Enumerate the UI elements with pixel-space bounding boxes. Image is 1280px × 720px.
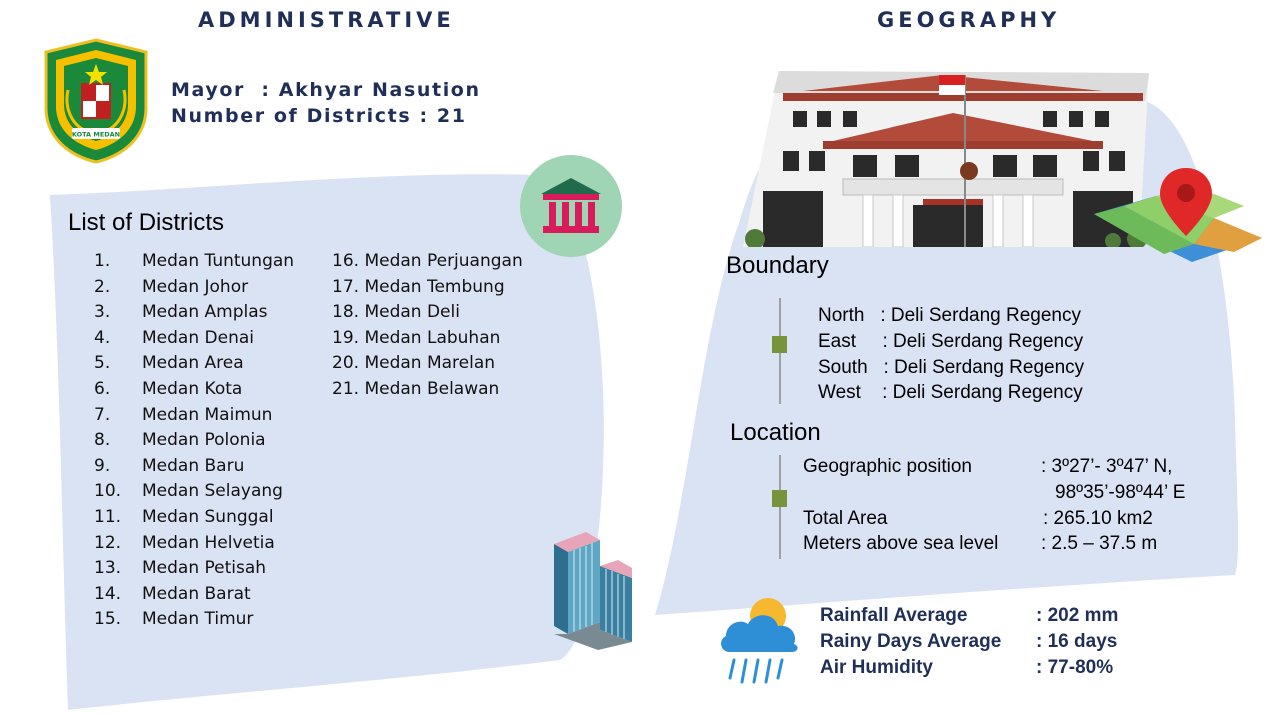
list-item: 4. Medan Denai xyxy=(94,327,254,348)
government-building-icon xyxy=(519,154,623,258)
list-of-districts-title: List of Districts xyxy=(68,209,225,236)
elevation-value: : 2.5 – 37.5 m xyxy=(1041,533,1158,554)
list-item: 16. Medan Perjuangan xyxy=(332,251,523,271)
rainy-days-label: Rainy Days Average xyxy=(820,631,1002,652)
location-title: Location xyxy=(730,419,821,446)
geography-heading: GEOGRAPHY xyxy=(877,8,1061,32)
air-humidity-value: : 77-80% xyxy=(1036,657,1114,678)
geo-position-value-lon: 98º35’-98º44’ E xyxy=(1055,482,1186,503)
mayor-label: Mayor xyxy=(171,79,245,101)
boundary-marker xyxy=(772,336,787,353)
geo-position-value-lat: : 3º27’- 3º47’ N, xyxy=(1041,456,1173,477)
city-hall-photo xyxy=(743,71,1149,247)
districts-count-label: Number of Districts xyxy=(171,105,412,127)
geo-position-label: Geographic position xyxy=(803,456,972,477)
list-item: 20. Medan Marelan xyxy=(332,353,496,374)
list-item: 3. Medan Amplas xyxy=(94,302,268,323)
districts-count-value: 21 xyxy=(436,105,467,127)
location-marker xyxy=(772,490,787,507)
administrative-heading: ADMINISTRATIVE xyxy=(198,8,455,32)
air-humidity-label: Air Humidity xyxy=(820,657,933,678)
list-item: 8. Medan Polonia xyxy=(94,430,266,451)
elevation-label: Meters above sea level xyxy=(803,533,999,554)
list-item: 21. Medan Belawan xyxy=(332,378,500,399)
rainy-days-value: : 16 days xyxy=(1036,631,1118,652)
rain-cloud-icon xyxy=(716,596,806,688)
list-item: 14. Medan Barat xyxy=(94,583,251,604)
list-item: 17. Medan Tembung xyxy=(332,276,505,297)
mayor-value: Akhyar Nasution xyxy=(278,79,481,101)
list-item: 7. Medan Maimun xyxy=(94,404,273,425)
svg-text:KOTA MEDAN: KOTA MEDAN xyxy=(71,130,121,139)
city-emblem-icon xyxy=(42,38,150,164)
list-item: 2. Medan Johor xyxy=(94,276,249,297)
boundary-south: South : Deli Serdang Regency xyxy=(818,357,1085,378)
list-item: 9. Medan Baru xyxy=(94,455,245,476)
list-item: 13. Medan Petisah xyxy=(94,558,267,579)
rainfall-average-label: Rainfall Average xyxy=(820,605,968,626)
list-item: 6. Medan Kota xyxy=(94,378,243,399)
districts-count-line: Number of Districts : 21 xyxy=(171,105,467,127)
total-area-label: Total Area xyxy=(803,508,888,529)
list-item: 12. Medan Helvetia xyxy=(94,532,275,553)
boundary-north: North : Deli Serdang Regency xyxy=(818,305,1081,326)
boundary-east: East : Deli Serdang Regency xyxy=(818,331,1084,352)
list-item: 19. Medan Labuhan xyxy=(332,327,501,348)
boundary-west: West : Deli Serdang Regency xyxy=(818,382,1083,403)
list-item: 10. Medan Selayang xyxy=(94,481,283,502)
list-item: 18. Medan Deli xyxy=(332,302,460,323)
district-list-column-1 xyxy=(94,249,294,633)
list-item: 1. Medan Tuntungan xyxy=(94,251,295,271)
office-tower-icon xyxy=(548,526,638,652)
map-pin-icon xyxy=(1094,166,1262,264)
list-item: 11. Medan Sunggal xyxy=(94,506,274,527)
location-timeline xyxy=(779,455,781,559)
list-item: 5. Medan Area xyxy=(94,353,244,374)
mayor-line: Mayor : Akhyar Nasution xyxy=(171,79,481,101)
total-area-value: : 265.10 km2 xyxy=(1043,508,1153,529)
list-item: 15. Medan Timur xyxy=(94,609,254,630)
boundary-title: Boundary xyxy=(726,252,829,279)
rainfall-average-value: : 202 mm xyxy=(1036,605,1119,626)
district-list-column-2 xyxy=(332,249,523,403)
